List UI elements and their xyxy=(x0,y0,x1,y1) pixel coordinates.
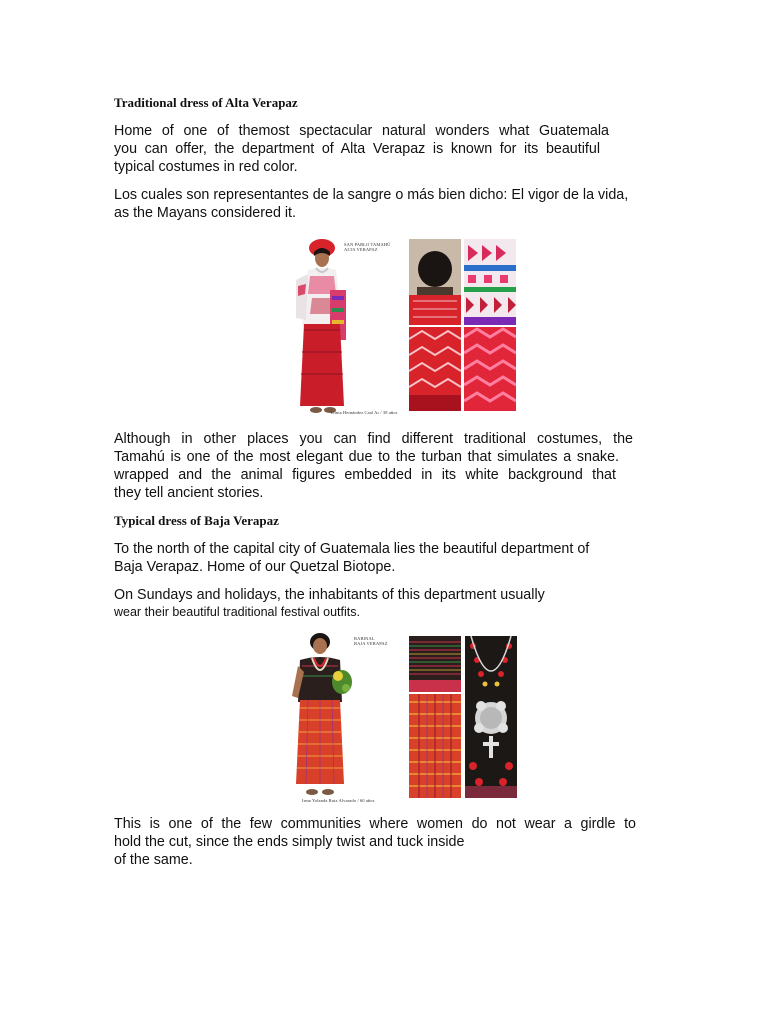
text-line: hold the cut, since the ends simply twist and tuck inside xyxy=(114,834,465,850)
paragraph-baja-sundays xyxy=(114,586,634,620)
text-line: Although in other places you can find different traditional costumes, the xyxy=(114,431,633,447)
paragraph-alta-intro xyxy=(114,122,609,176)
text-line: To the north of the capital city of Guatemala lies the beautiful department of xyxy=(114,541,590,557)
caption-line: SAN PABLO TAMAHÚ xyxy=(344,242,391,247)
text-line: they tell ancient stories. xyxy=(114,485,264,501)
paragraph-tamahu xyxy=(114,430,633,502)
text-line: as the Mayans considered it. xyxy=(114,205,296,221)
woman-figure-illustration xyxy=(290,234,410,418)
paragraph-alta-mayans xyxy=(114,186,674,222)
pink-zigzag-textile-photo xyxy=(464,327,516,411)
section-heading-baja-verapaz: Typical dress of Baja Verapaz xyxy=(114,513,279,528)
paragraph-baja-intro xyxy=(114,540,634,576)
section-heading-alta-verapaz: Traditional dress of Alta Verapaz xyxy=(114,95,298,110)
figure-caption-top xyxy=(344,242,391,252)
baja-verapaz-costume-photo xyxy=(288,632,520,806)
text-line: On Sundays and holidays, the inhabitants of this department usually xyxy=(114,587,545,603)
woman-figure-illustration xyxy=(288,632,408,806)
alta-verapaz-costume-photo xyxy=(290,234,520,418)
caption-line: RABINAL xyxy=(354,636,375,641)
hair-back-photo xyxy=(409,239,461,325)
figure-caption-top xyxy=(354,636,388,646)
text-line: This is one of the few communities where women do not wear a girdle to xyxy=(114,816,636,832)
figure-caption-bottom: Irma Yolanda Ruiz Alvarado / 60 años xyxy=(302,798,375,803)
text-line: Los cuales son representantes de la sangre o más bien dicho: El vigor de la vida, xyxy=(114,187,629,203)
text-line: typical costumes in red color. xyxy=(114,159,298,175)
paragraph-girdle xyxy=(114,815,636,869)
red-zigzag-textile-photo xyxy=(409,327,461,411)
red-skirt-textile-photo xyxy=(409,694,461,798)
caption-line: ALTA VERAPAZ xyxy=(344,247,378,252)
embroidery-pattern-photo xyxy=(464,239,516,325)
text-line: Tamahú is one of the most elegant due to the turban that simulates a snake. xyxy=(114,449,619,465)
text-line: wrapped and the animal figures embedded in its white background that xyxy=(114,467,616,483)
text-line: you can offer, the department of Alta Verapaz is known for its beautiful xyxy=(114,141,600,157)
text-line: Baja Verapaz. Home of our Quetzal Biotope. xyxy=(114,559,396,575)
caption-line: BAJA VERAPAZ xyxy=(354,641,388,646)
text-line: Home of one of themost spectacular natural wonders what Guatemala xyxy=(114,123,609,139)
figure-caption-bottom: Telma Hernández Caal Ar / 38 años xyxy=(330,410,398,415)
text-line: of the same. xyxy=(114,852,193,868)
silver-necklace-photo xyxy=(465,636,517,798)
text-line: wear their beautiful traditional festival outfits. xyxy=(114,605,360,619)
striped-huipil-photo xyxy=(409,636,461,692)
